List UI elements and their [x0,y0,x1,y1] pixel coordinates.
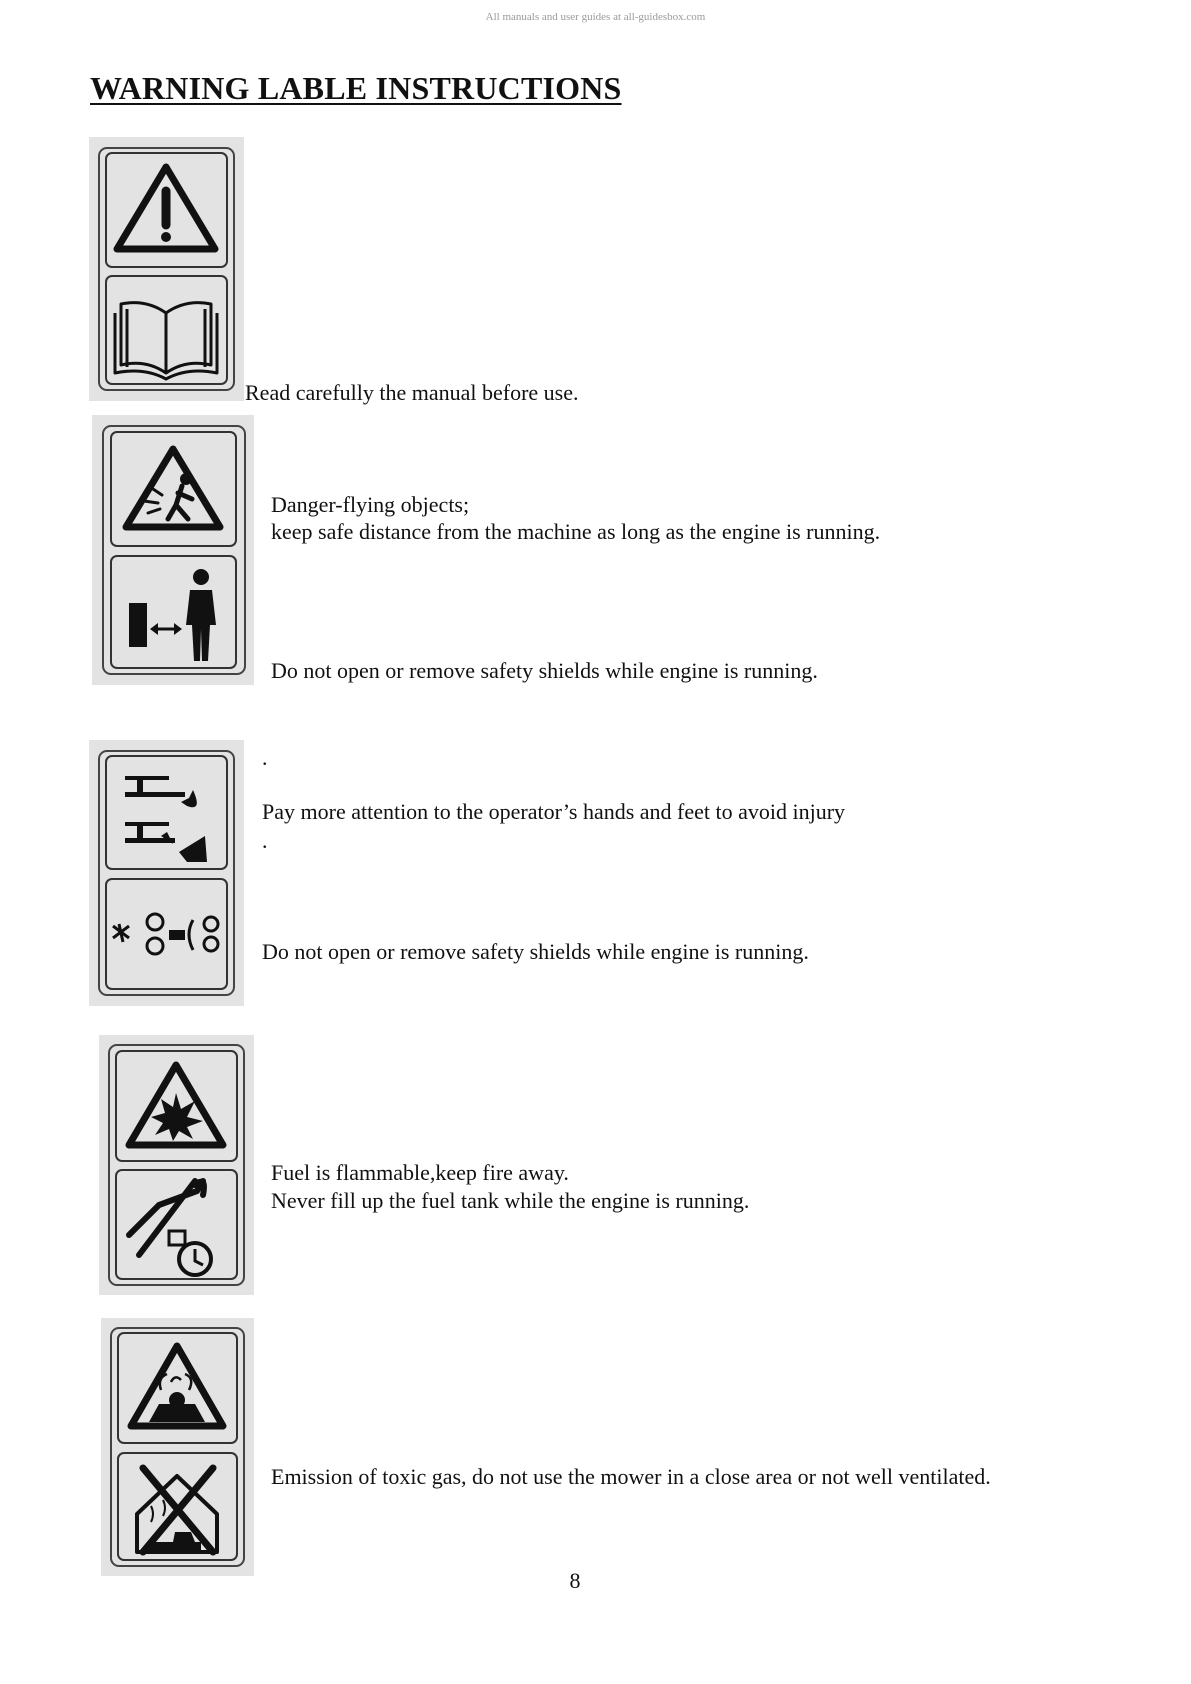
keep-distance-icon [92,415,254,685]
page-title: WARNING LABLE INSTRUCTIONS [90,70,622,106]
no-indoor-use-icon [101,1318,254,1576]
manual-book-icon [89,137,244,401]
label-text: Emission of toxic gas, do not use the mower in a close area or not well ventilated. [271,1464,991,1489]
watermark: All manuals and user guides at all-guidesbox.com [485,11,706,23]
label-text: Do not open or remove safety shields while engine is running. [271,658,818,683]
warning-label-read-manual [89,137,244,401]
label-text: Read carefully the manual before use. [245,380,579,405]
blade-hazard-icon [89,740,244,1006]
label-text: . [262,828,268,853]
label-text: Fuel is flammable,keep fire away. [271,1160,569,1185]
label-text: Do not open or remove safety shields while engine is running. [262,939,809,964]
page-number: 8 [569,1568,581,1593]
warning-label-hands-feet [89,740,244,1006]
warning-label-toxic-gas [101,1318,254,1576]
label-text: Never fill up the fuel tank while the engine is running. [271,1188,750,1213]
label-text: keep safe distance from the machine as long as the engine is running. [271,519,881,544]
warning-label-fuel-flammable [99,1035,254,1295]
no-refuel-running-icon [99,1035,254,1295]
warning-label-flying-objects [92,415,254,685]
label-text: . [262,745,268,770]
label-text: Danger-flying objects; [271,492,470,517]
label-text: Pay more attention to the operator’s hands and feet to avoid injury [262,799,846,824]
